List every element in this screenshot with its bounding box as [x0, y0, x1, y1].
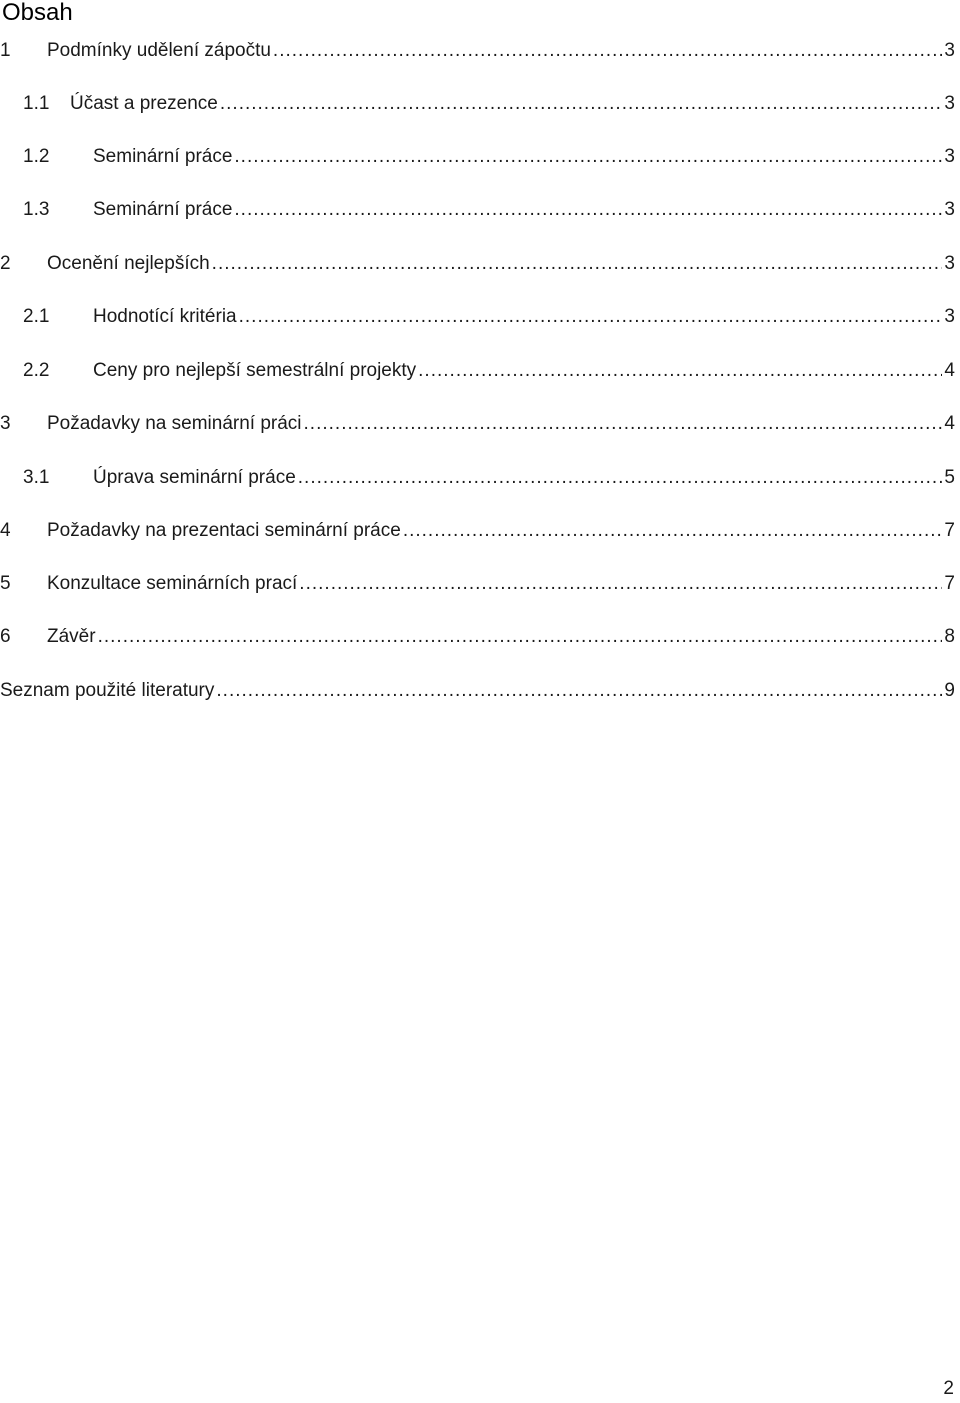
toc-dot-leader [403, 517, 943, 545]
toc-entry-label: Závěr [47, 626, 96, 647]
toc-entry-page: 3 [944, 253, 955, 274]
toc-entry[interactable] [0, 303, 955, 331]
toc-entry-number: 6 [0, 626, 11, 647]
toc-entry-label: Ceny pro nejlepší semestrální projekty [93, 360, 417, 381]
toc-entry-label: Konzultace seminárních prací [47, 573, 298, 594]
toc-dot-leader [418, 357, 942, 385]
toc-entry[interactable] [0, 196, 955, 224]
toc-dot-leader [234, 143, 942, 171]
toc-entry-label: Požadavky na seminární práci [47, 413, 302, 434]
toc-entry-label: Požadavky na prezentaci seminární práce [47, 520, 401, 541]
toc-entry-number: 3.1 [23, 467, 50, 488]
toc-entry-number: 3 [0, 413, 11, 434]
toc-entry-page: 5 [944, 467, 955, 488]
toc-entry-page: 7 [944, 573, 955, 594]
toc-entry-label: Úprava seminární práce [93, 467, 296, 488]
toc-entry[interactable] [0, 357, 955, 385]
toc-entry[interactable] [0, 250, 955, 278]
toc-entry[interactable] [0, 90, 955, 118]
toc-entry-page: 8 [944, 626, 955, 647]
toc-entry-number: 1.1 [23, 93, 50, 114]
toc-dot-leader [298, 464, 943, 492]
toc-entry[interactable] [0, 517, 955, 545]
toc-dot-leader [299, 570, 942, 598]
toc-entry-number: 1 [0, 40, 11, 61]
toc-entry-page: 4 [944, 413, 955, 434]
toc-entry-label: Podmínky udělení zápočtu [47, 40, 271, 61]
toc-entry-number: 2 [0, 253, 11, 274]
toc-entry-page: 3 [944, 146, 955, 167]
toc-entry-number: 5 [0, 573, 11, 594]
toc-entry-page: 4 [944, 360, 955, 381]
toc-dot-leader [239, 303, 943, 331]
toc-dot-leader [212, 250, 943, 278]
toc-entry[interactable] [0, 410, 955, 438]
toc-entry-number: 1.3 [23, 199, 50, 220]
toc-dot-leader [220, 90, 943, 118]
toc-title: Obsah [2, 0, 73, 26]
toc-entry-page: 3 [944, 40, 955, 61]
toc-entry-page: 3 [944, 199, 955, 220]
toc-dot-leader [98, 623, 943, 651]
toc-entry-page: 7 [944, 520, 955, 541]
toc-dot-leader [304, 410, 943, 438]
toc-entry-label: Ocenění nejlepších [47, 253, 210, 274]
toc-entry-number: 1.2 [23, 146, 50, 167]
toc-entry-page: 3 [944, 306, 955, 327]
toc-entry-label: Účast a prezence [70, 93, 218, 114]
toc-entry-label: Seminární práce [93, 199, 233, 220]
toc-entry-label: Hodnotící kritéria [93, 306, 237, 327]
toc-entry-page: 3 [944, 93, 955, 114]
toc-entry-page: 9 [944, 680, 955, 701]
toc-dot-leader [234, 196, 942, 224]
toc-entry[interactable] [0, 623, 955, 651]
toc-dot-leader [216, 677, 942, 705]
toc-entry[interactable] [0, 464, 955, 492]
toc-entry-label: Seminární práce [93, 146, 233, 167]
toc-entry[interactable] [0, 37, 955, 65]
toc-dot-leader [273, 37, 943, 65]
toc-entry[interactable] [0, 143, 955, 171]
toc-entry-label: Seznam použité literatury [0, 680, 215, 701]
toc-entry[interactable] [0, 677, 955, 705]
page-number: 2 [943, 1378, 954, 1399]
toc-entry-number: 4 [0, 520, 11, 541]
toc-entry[interactable] [0, 570, 955, 598]
toc-entry-number: 2.2 [23, 360, 50, 381]
toc-entry-number: 2.1 [23, 306, 50, 327]
